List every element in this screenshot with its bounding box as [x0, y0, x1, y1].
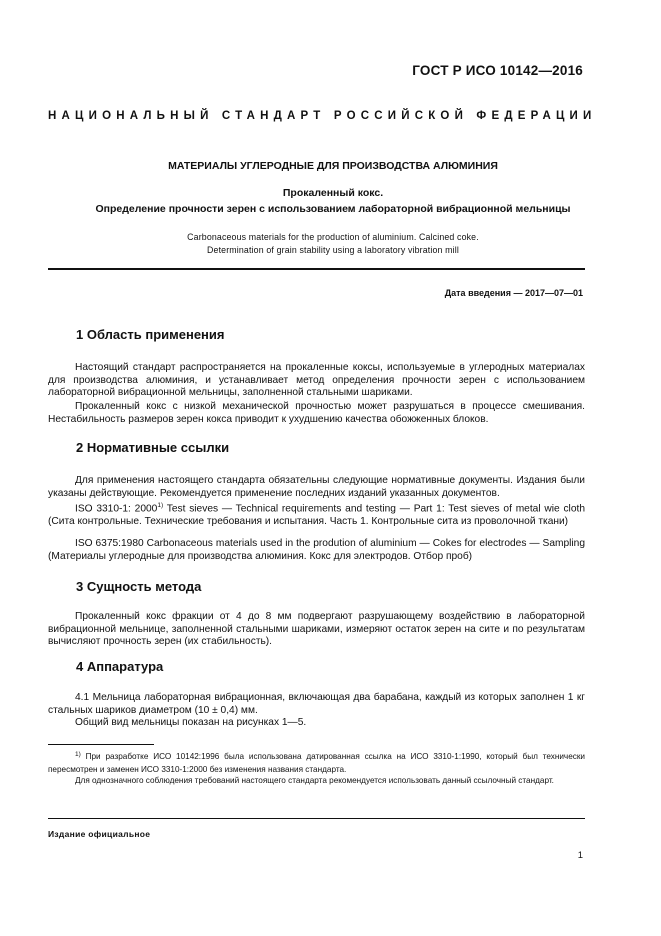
footnote-note: [48, 774, 585, 787]
reference-2-text: ISO 6375:1980 Carbonaceous materials used in the prodution of aluminium — Cokes for electrodes — Sampling (Материалы углеродные для производства алюминия. Кокс для электродов. Отбор проб): [48, 538, 585, 562]
national-standard-banner: НАЦИОНАЛЬНЫЙ СТАНДАРТ РОССИЙСКОЙ ФЕДЕРАЦИИ: [48, 110, 597, 122]
reference-1-footnote-marker: 1): [157, 502, 164, 509]
section-2-reference-2: [48, 538, 585, 563]
section-4-paragraph-1: [48, 692, 585, 717]
english-title-1: Carbonaceous materials for the production of aluminium. Calcined coke.: [187, 232, 479, 242]
section-1-paragraph-2: [48, 401, 585, 426]
document-title: МАТЕРИАЛЫ УГЛЕРОДНЫЕ ДЛЯ ПРОИЗВОДСТВА АЛЮМИНИЯ: [168, 160, 498, 172]
footnote-note-text: Для однозначного соблюдения требований настоящего стандарта рекомендуется использовать данный ссылочный стандарт.: [75, 776, 554, 785]
page-number: 1: [577, 850, 583, 861]
title-divider: [48, 268, 585, 270]
section-3-heading: 3 Сущность метода: [76, 579, 202, 594]
section-1-heading: 1 Область применения: [76, 327, 225, 342]
section-2-reference-1: [48, 500, 585, 528]
document-subtitle-1: Прокаленный кокс.: [282, 187, 384, 199]
section-3-paragraph-1-text: Прокаленный кокс фракции от 4 до 8 мм подвергают разрушающему воздействию в лабораторной вибрационной мельнице, заполненной стальными шариками, измеряют остаток зерен на сите и по результатам вычисляют прочность зерен (их стабильность).: [48, 611, 585, 647]
footnote-1-marker: 1): [75, 751, 81, 758]
footnote-1: [48, 748, 585, 776]
introduction-date: Дата введения — 2017—07—01: [444, 288, 583, 298]
section-1-paragraph-1: [48, 362, 585, 400]
section-4-paragraph-2: [48, 717, 585, 730]
reference-1-text: Test sieves — Technical requirements and testing — Part 1: Test sieves of metal wie cloth (Сита контрольные. Технические требования и испытания. Часть 1. Контрольные сита из проволочной ткани): [48, 503, 585, 527]
reference-1-code: ISO 3310-1: 2000: [75, 503, 158, 515]
section-4-heading: 4 Аппаратура: [76, 659, 164, 674]
section-2-paragraph-1-text: Для применения настоящего стандарта обязательны следующие нормативные документы. Издания были указаны действующие. Рекомендуется применение последних изданий указанных документов.: [48, 475, 585, 499]
official-edition-label: Издание официальное: [48, 829, 151, 839]
footnote-divider: [48, 744, 154, 745]
section-1-paragraph-2-text: Прокаленный кокс с низкой механической прочностью может разрушаться в процессе смешивания. Нестабильность размеров зерен кокса приводит к ухудшению качества обожженных блоков.: [48, 401, 585, 425]
section-2-heading: 2 Нормативные ссылки: [76, 440, 230, 455]
section-3-paragraph-1: [48, 611, 585, 649]
gost-code: ГОСТ Р ИСО 10142—2016: [412, 63, 583, 78]
english-title-2: Determination of grain stability using a laboratory vibration mill: [207, 245, 459, 255]
footnote-1-text: При разработке ИСО 10142:1996 была использована датированная ссылка на ИСО 3310-1:1990, который был технически пересмотрен и заменен ИСО 3310-1:2000 без изменения названия стандарта.: [48, 752, 585, 774]
section-4-paragraph-2-text: Общий вид мельницы показан на рисунках 1—5.: [75, 717, 307, 728]
section-2-paragraph-1: [48, 475, 585, 500]
footer-divider: [48, 818, 585, 819]
document-subtitle-2: Определение прочности зерен с использованием лабораторной вибрационной мельницы: [95, 203, 571, 215]
section-1-paragraph-1-text: Настоящий стандарт распространяется на прокаленные коксы, используемые в углеродных материалах для производства алюминия, и устанавливает метод определения прочности зерен с использованием лабораторной вибрационной мельницы, заполненной стальными шариками.: [48, 362, 585, 398]
section-4-paragraph-1-text: 4.1 Мельница лабораторная вибрационная, включающая два барабана, каждый из которых заполнен 1 кг стальных шариков диаметром (10 ± 0,4) мм.: [48, 692, 585, 716]
